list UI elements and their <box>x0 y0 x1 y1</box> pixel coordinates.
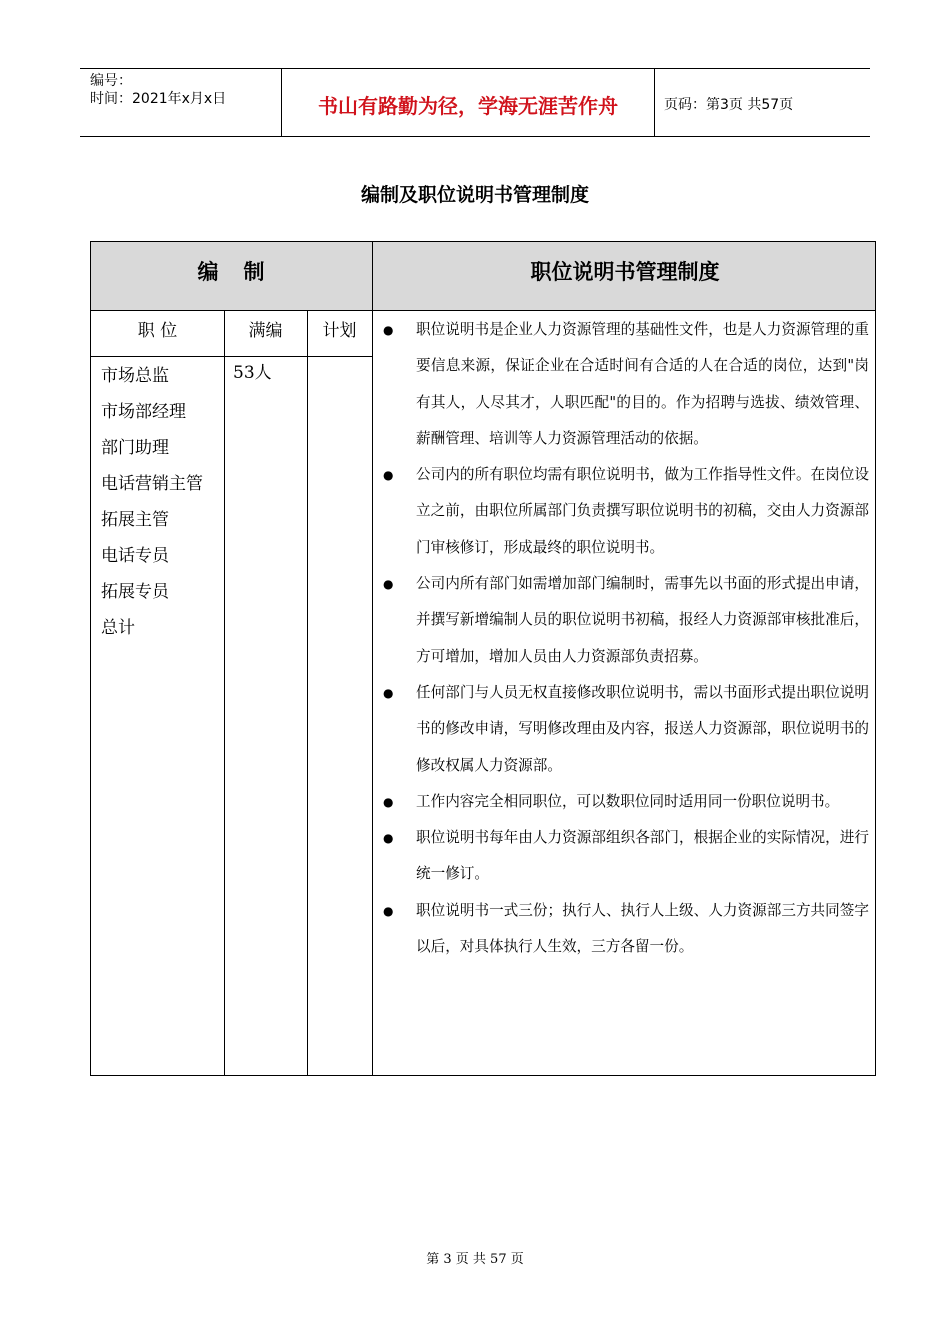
table-header-policy: 职位说明书管理制度 <box>530 260 720 284</box>
document-title: 编制及职位说明书管理制度 <box>360 184 589 206</box>
policy-rule: ● 任何部门与人员无权直接修改职位说明书，需以书面形式提出职位说明书的修改申请，写明修改理由及内容，报送人力资源部，职位说明书的修改权属人力资源部。 <box>381 675 869 784</box>
divider-main <box>372 242 373 1076</box>
position-item: 拓展主管 <box>101 510 169 530</box>
position-item: 市场部经理 <box>101 402 186 422</box>
header-page-number: 页码：第3页 共57页 <box>664 97 794 113</box>
header-number: 编号： <box>90 73 132 89</box>
divider-col-2 <box>307 311 308 1076</box>
header-divider-right <box>654 68 655 136</box>
header-motto: 书山有路勤为径，学海无涯苦作舟 <box>318 94 618 118</box>
column-header-full-staff: 满编 <box>248 321 283 341</box>
position-item: 市场总监 <box>101 366 169 386</box>
policy-rule: ● 职位说明书一式三份；执行人、执行人上级、人力资源部三方共同签字以后，对具体执行人生效，三方各留一份。 <box>381 893 869 966</box>
header-time: 时间：2021年x月x日 <box>90 91 227 107</box>
divider-col-1 <box>224 311 225 1076</box>
header-meta <box>90 72 226 108</box>
policy-rule: ● 工作内容完全相同职位，可以数职位同时适用同一份职位说明书。 <box>381 784 869 820</box>
page-footer: 第 3 页 共 57 页 <box>426 1252 524 1267</box>
divider-column-header <box>91 356 372 357</box>
policy-rule: ● 公司内的所有职位均需有职位说明书，做为工作指导性文件。在岗位设立之前，由职位所属部门负责撰写职位说明书的初稿，交由人力资源部门审核修订，形成最终的职位说明书。 <box>381 457 869 566</box>
column-header-position: 职 位 <box>137 321 178 341</box>
full-staff-count: 53人 <box>233 363 272 383</box>
position-item: 部门助理 <box>101 438 169 458</box>
position-item: 电话专员 <box>101 546 169 566</box>
policy-rules-list <box>381 312 869 965</box>
header-bottom-rule <box>80 136 870 137</box>
table-header-staffing: 编 制 <box>197 260 267 284</box>
policy-rule: ● 职位说明书是企业人力资源管理的基础性文件，也是人力资源管理的重要信息来源，保证企业在合适时间有合适的人在合适的岗位，达到"岗有其人，人尽其才，人职匹配"的目的。作为招聘与选拔、绩效管理、薪酬管理、培训等人力资源管理活动的依据。 <box>381 312 869 457</box>
header-top-rule <box>80 68 870 69</box>
position-item: 拓展专员 <box>101 582 169 602</box>
position-item: 电话营销主管 <box>101 474 203 494</box>
column-header-plan: 计划 <box>322 321 357 341</box>
staffing-table <box>90 241 876 1076</box>
policy-rule: ● 公司内所有部门如需增加部门编制时，需事先以书面的形式提出申请，并撰写新增编制人员的职位说明书初稿，报经人力资源部审核批准后，方可增加，增加人员由人力资源部负责招募。 <box>381 566 869 675</box>
position-list <box>101 358 203 646</box>
policy-rule: ● 职位说明书每年由人力资源部组织各部门，根据企业的实际情况，进行统一修订。 <box>381 820 869 893</box>
position-item: 总计 <box>101 618 135 638</box>
